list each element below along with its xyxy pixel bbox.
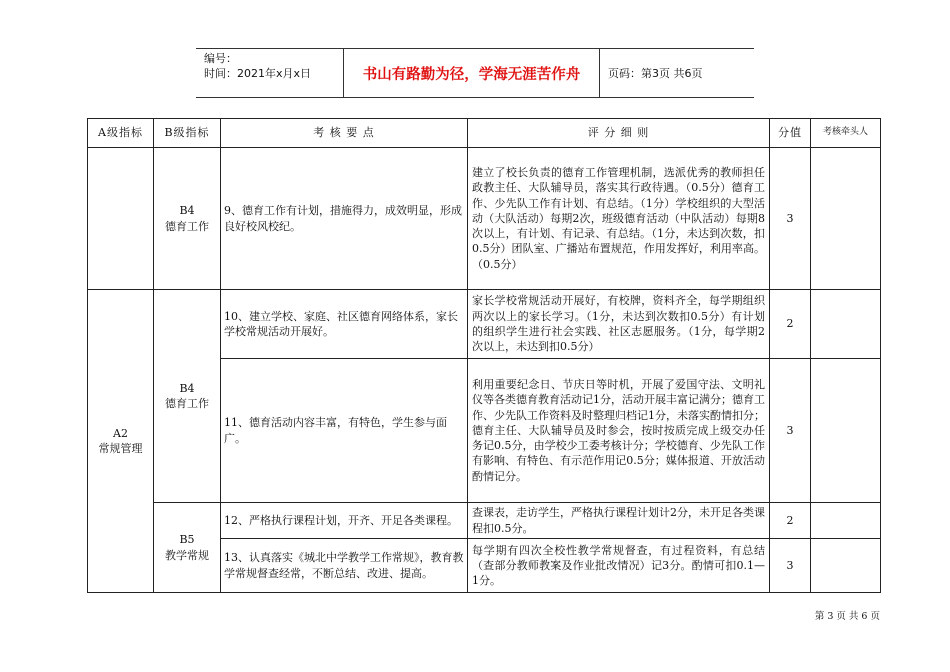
- header-motto: 书山有路勤为径，学海无涯苦作舟: [362, 66, 581, 83]
- col-header-lead: 考核牵头人: [811, 119, 881, 148]
- score-cell: 3: [770, 539, 811, 593]
- scoring-rule-cell: 查课表，走访学生，严格执行课程计划计2分，未开足各类课程扣0.5分。: [468, 503, 770, 539]
- table-row: [88, 290, 881, 359]
- a-level-title: 常规管理: [98, 442, 143, 455]
- key-point-cell: 11、德育活动内容丰富，有特色，学生参与面广。: [221, 359, 468, 503]
- document-header: [196, 48, 754, 98]
- page-footer: 第 3 页 共 6 页: [814, 611, 880, 622]
- b-level-title: 德育工作: [165, 397, 209, 410]
- score-cell: 2: [770, 503, 811, 539]
- b-level-cell: [154, 503, 221, 593]
- col-header-key-points: 考 核 要 点: [221, 119, 468, 148]
- b-level-title: 教学常规: [165, 548, 209, 562]
- score-cell: 2: [770, 290, 811, 359]
- header-page-info: 页码：第3页 共6页: [608, 67, 703, 80]
- col-header-a-level: A级指标: [88, 119, 154, 148]
- a-level-code: A2: [113, 426, 128, 440]
- key-point-cell: 12、严格执行课程计划，开齐、开足各类课程。: [221, 503, 468, 539]
- b-level-code: B4: [179, 381, 195, 395]
- lead-cell: [811, 148, 881, 290]
- a-level-cell: [88, 290, 154, 593]
- key-point-cell: 9、德育工作有计划，措施得力，成效明显，形成良好校风校纪。: [221, 148, 468, 290]
- table-row: [88, 503, 881, 539]
- assessment-table: [87, 118, 881, 593]
- b-level-code: B4: [179, 204, 195, 218]
- lead-cell: [811, 503, 881, 539]
- score-cell: 3: [770, 148, 811, 290]
- b-level-cell: [154, 148, 221, 290]
- col-header-score: 分值: [770, 119, 811, 148]
- header-meta: [204, 51, 344, 81]
- key-point-cell: 10、建立学校、家庭、社区德育网络体系，家长学校常规活动开展好。: [221, 290, 468, 359]
- col-header-b-level: B级指标: [154, 119, 221, 148]
- lead-cell: [811, 359, 881, 503]
- col-header-scoring-rules: 评 分 细 则: [468, 119, 770, 148]
- scoring-rule-cell: 利用重要纪念日、节庆日等时机，开展了爱国守法、文明礼仪等各类德育教育活动记1分，活动开展丰富记满分；德育工作、少先队工作资料及时整理归档记1分，未落实酌情扣分；德育主任、大队辅导员及时参会，按时按质完成上级交办任务记0.5分，由学校少工委考核计分；学校德育、少先队工作有影响、有特色、有示范作用记0.5分；媒体报道、开放活动酌情记分。: [468, 359, 770, 503]
- lead-cell: [811, 290, 881, 359]
- header-divider: [599, 49, 600, 97]
- b-level-code: B5: [179, 533, 195, 547]
- b-level-cell: [154, 290, 221, 503]
- scoring-rule-cell: 家长学校常规活动开展好，有校牌，资料齐全，每学期组织两次以上的家长学习。（1分，未达到次数扣0.5分）有计划的组织学生进行社会实践、社区志愿服务。（1分，每学期2次以上，未达到扣0.5分）: [468, 290, 770, 359]
- scoring-rule-cell: 建立了校长负责的德育工作管理机制，选派优秀的教师担任政教主任、大队辅导员，落实其行政待遇。（0.5分）德育工作、少先队工作有计划、有总结。（1分）学校组织的大型活动（大队活动）每期2次，班级德育活动（中队活动）每期8次以上，有计划、有记录、有总结。（1分，未达到次数，扣0.5分）团队室、广播站布置规范，作用发挥好，利用率高。（0.5分）: [468, 148, 770, 290]
- key-point-cell: 13、认真落实《城北中学教学工作常规》，教育教学常规督查经常，不断总结、改进、提高。: [221, 539, 468, 593]
- date-label: 时间：2021年x月x日: [204, 67, 312, 80]
- score-cell: 3: [770, 359, 811, 503]
- scoring-rule-cell: 每学期有四次全校性教学常规督查，有过程资料，有总结（查部分教师教案及作业批改情况）记3分。酌情可扣0.1—1分。: [468, 539, 770, 593]
- number-label: 编号：: [204, 52, 237, 65]
- b-level-title: 德育工作: [165, 219, 209, 233]
- a-level-cell: [88, 148, 154, 290]
- lead-cell: [811, 539, 881, 593]
- table-header-row: [88, 119, 881, 148]
- table-row: [88, 148, 881, 290]
